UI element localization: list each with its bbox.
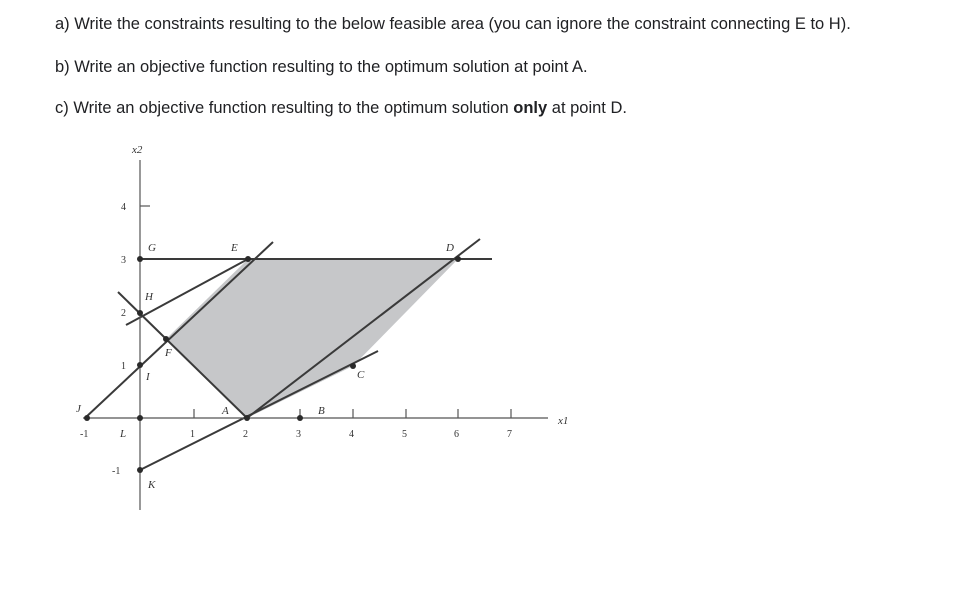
vertex-F — [163, 336, 169, 342]
point-label-I: I — [146, 371, 150, 383]
point-label-G: G — [148, 242, 156, 254]
question-c-end: at point D. — [547, 99, 627, 117]
point-label-F: F — [165, 347, 172, 359]
vertex-I — [137, 362, 143, 368]
x-tick-1: 1 — [190, 429, 195, 440]
question-b: b) Write an objective function resulting to the optimum solution at point A. — [55, 58, 588, 76]
point-label-K: K — [148, 479, 156, 491]
x-tick-5: 5 — [402, 429, 407, 440]
point-label-C: C — [357, 369, 365, 381]
vertex-H — [137, 310, 143, 316]
point-label-H: H — [145, 291, 153, 303]
y-tick-2: 2 — [121, 308, 126, 319]
x-tick-2: 2 — [243, 429, 248, 440]
question-a: a) Write the constraints resulting to the below feasible area (you can ignore the constraint connecting E to H). — [55, 15, 851, 33]
point-label-J: J — [76, 403, 81, 415]
y-tick-4: 4 — [121, 202, 126, 213]
point-label-L: L — [120, 428, 127, 440]
x-tick-7: 7 — [507, 429, 512, 440]
vertex-J — [84, 415, 90, 421]
point-label-E: E — [231, 242, 238, 254]
y-tick-minus-1: -1 — [112, 466, 121, 477]
y-tick-3: 3 — [121, 255, 126, 266]
vertex-D — [455, 256, 461, 262]
x2-axis-label: x2 — [132, 144, 143, 156]
feasible-region — [166, 259, 458, 418]
x-tick-3: 3 — [296, 429, 301, 440]
question-c-text: c) Write an objective function resulting to the optimum solution — [55, 99, 514, 117]
point-label-B: B — [318, 405, 325, 417]
vertex-B — [297, 415, 303, 421]
point-label-A: A — [222, 405, 229, 417]
point-label-D: D — [446, 242, 454, 254]
vertex-K — [137, 467, 143, 473]
x1-axis-label: x1 — [558, 415, 569, 427]
vertex-A — [244, 415, 250, 421]
x-tick-6: 6 — [454, 429, 459, 440]
vertex-C — [350, 363, 356, 369]
vertex-E — [245, 256, 251, 262]
vertex-G — [137, 256, 143, 262]
y-tick-1: 1 — [121, 361, 126, 372]
x-tick-minus-1: -1 — [80, 429, 89, 440]
x-tick-4: 4 — [349, 429, 354, 440]
vertex-L — [137, 415, 143, 421]
question-c-emphasis: only — [513, 99, 548, 117]
